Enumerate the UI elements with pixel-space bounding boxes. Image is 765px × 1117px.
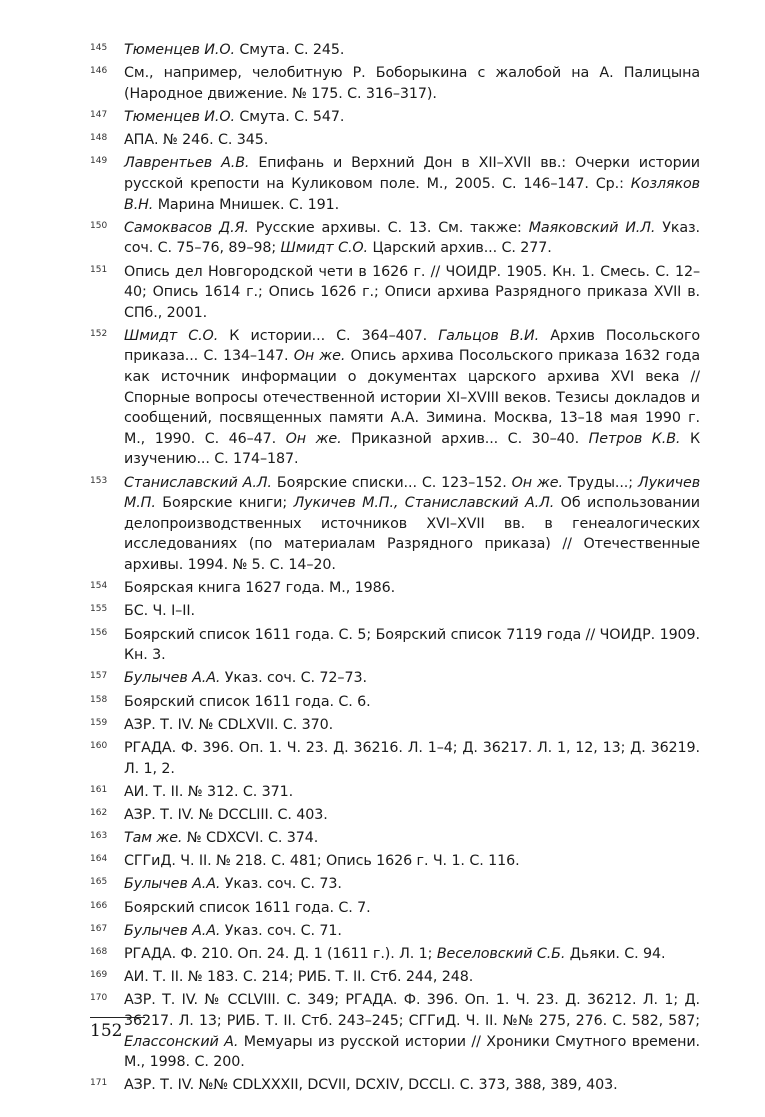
footnote <box>90 625 700 666</box>
footnote-author: Он же. <box>285 430 342 447</box>
footnote-segment: Боярский список 1611 года. С. 7. <box>124 899 371 916</box>
footnotes-list <box>90 40 700 1099</box>
footnote <box>90 153 700 215</box>
footnote-segment: Марина Мнишек. С. 191. <box>153 196 340 213</box>
footnote <box>90 805 700 826</box>
footnote-text <box>124 601 700 622</box>
footnote-number: 159 <box>90 717 108 728</box>
footnote-author: Он же. <box>511 474 563 491</box>
footnote-number: 162 <box>90 807 108 818</box>
footnote <box>90 218 700 259</box>
footnote <box>90 692 700 713</box>
footnote <box>90 63 700 104</box>
footnote-author: Лукичев М.П., Станиславский А.Л. <box>293 495 555 512</box>
footnote-text <box>124 990 700 1072</box>
footnote <box>90 668 700 689</box>
footnote-text <box>124 107 700 128</box>
footnote-author: Там же. <box>124 830 183 847</box>
footnote-segment: См., например, челобитную Р. Боборыкина с жалобой на А. Палицына (Народное движение. № 175. С. 316–317). <box>124 65 700 102</box>
footnote-author: Булычев А.А. <box>124 876 221 893</box>
footnote-segment: АЗР. Т. IV. № CDLXVII. С. 370. <box>124 716 334 733</box>
footnote-author: Веселовский С.Б. <box>436 946 566 962</box>
footnote-segment: Боярская книга 1627 года. М., 1986. <box>124 580 396 597</box>
footnote <box>90 107 700 128</box>
footnote-author: Маяковский И.Л. <box>528 219 656 236</box>
footnote-author: Лукичев М.П. <box>124 474 701 512</box>
footnote <box>90 851 700 872</box>
footnote-number: 168 <box>90 947 108 957</box>
footnote <box>90 40 700 61</box>
footnote-segment: АИ. Т. II. № 312. С. 371. <box>124 783 294 800</box>
footnote-segment: Боярские книги; <box>155 495 294 512</box>
footnote-number: 146 <box>90 66 108 77</box>
footnote-author: Елассонский А. <box>124 1033 239 1050</box>
footnote-author: Тюменцев И.О. <box>124 108 235 125</box>
footnote-segment: Русские архивы. С. 13. См. также: <box>248 219 529 236</box>
footnote <box>90 967 700 988</box>
footnote-author: Станиславский А.Л. <box>124 474 272 491</box>
footnote <box>90 1075 700 1096</box>
footnote-number: 150 <box>90 220 108 231</box>
footnote-author: Козляков В.Н. <box>124 175 700 213</box>
footnote-author: Булычев А.А. <box>124 922 221 939</box>
footnote <box>90 715 700 736</box>
footnote-number: 161 <box>90 784 108 795</box>
footnote-text <box>124 473 700 576</box>
footnote-segment: Боярский список 1611 года. С. 5; Боярский список 7119 года // ЧОИДР. 1909. Кн. 3. <box>124 626 700 664</box>
footnote <box>90 326 700 470</box>
footnote-segment: Указ. соч. С. 71. <box>220 922 342 939</box>
footnote-number: 149 <box>90 156 108 167</box>
footnote-number: 151 <box>90 264 108 275</box>
footnote <box>90 874 700 895</box>
footnote-number: 158 <box>90 694 108 705</box>
footnote-author: Шмидт С.О. <box>280 240 368 257</box>
footnote-text <box>124 851 700 872</box>
footnote-number: 169 <box>90 970 108 981</box>
footnote-text <box>124 668 700 689</box>
footnote-segment: АЗР. Т. IV. № DCCLIII. С. 403. <box>124 806 328 823</box>
footnote-number: 155 <box>90 604 108 615</box>
footnote-text <box>124 874 700 895</box>
footnote-text <box>124 805 700 826</box>
footnote-number: 166 <box>90 900 108 911</box>
footnote-text <box>124 782 700 803</box>
footnote-segment: АЗР. Т. IV. №№ CDLXXXII, DCVII, DCXIV, DCCLI. С. 373, 388, 389, 403. <box>124 1077 618 1094</box>
page-number-rule <box>90 1017 145 1018</box>
footnote <box>90 738 700 779</box>
footnote-author: Гальцов В.И. <box>438 327 540 344</box>
footnote-segment: РГАДА. Ф. 396. Оп. 1. Ч. 23. Д. 36216. Л. 1–4; Д. 36217. Л. 1, 12, 13; Д. 36219. Л. 1, 2. <box>124 739 700 777</box>
footnote-number: 154 <box>90 581 108 592</box>
footnote <box>90 578 700 599</box>
footnote-text <box>124 625 700 666</box>
footnote-number: 147 <box>90 109 108 120</box>
footnote-text <box>124 262 700 324</box>
footnote <box>90 782 700 803</box>
footnote-segment: Указ. соч. С. 73. <box>220 876 342 893</box>
footnote-text <box>124 218 700 259</box>
footnote-segment: Боярский список 1611 года. С. 6. <box>124 693 371 710</box>
footnote-segment: Приказной архив... С. 30–40. <box>341 430 589 447</box>
footnote-segment: Смута. С. 547. <box>234 108 345 125</box>
footnote-number: 163 <box>90 831 108 842</box>
footnote-author: Он же. <box>293 348 346 365</box>
footnote-author: Тюменцев И.О. <box>124 42 235 58</box>
footnote-number: 153 <box>90 475 108 486</box>
footnote-number: 160 <box>90 740 108 751</box>
footnote-segment: Дьяки. С. 94. <box>565 946 666 962</box>
footnote-number: 170 <box>90 993 108 1004</box>
footnote-text <box>124 944 700 965</box>
footnote <box>90 473 700 576</box>
footnote-number: 164 <box>90 854 108 865</box>
footnote-segment: № CDXCVI. С. 374. <box>182 830 319 847</box>
footnote-segment: Боярские списки... С. 123–152. <box>271 474 512 491</box>
footnote <box>90 944 700 965</box>
footnote-segment: Мемуары из русской истории // Хроники Смутного времени. М., 1998. С. 200. <box>124 1033 700 1071</box>
footnote-segment: Указ. соч. С. 72–73. <box>220 670 367 687</box>
footnote-segment: К изучению... С. 174–187. <box>124 430 701 468</box>
footnote-segment: К истории... С. 364–407. <box>218 327 439 344</box>
footnote-text <box>124 898 700 919</box>
footnote <box>90 990 700 1072</box>
footnote-number: 165 <box>90 877 108 888</box>
footnote-text <box>124 1075 700 1096</box>
footnote-author: Булычев А.А. <box>124 670 221 687</box>
footnote-text <box>124 578 700 599</box>
footnote-number: 167 <box>90 923 108 934</box>
footnote-text <box>124 40 700 61</box>
footnote-number: 156 <box>90 627 108 638</box>
footnote-segment: Труды...; <box>562 474 638 491</box>
footnote-segment: БС. Ч. I–II. <box>124 603 195 620</box>
footnote-author: Лаврентьев А.В. <box>124 155 250 172</box>
footnote <box>90 130 700 151</box>
footnote-number: 148 <box>90 133 108 144</box>
footnote-text <box>124 715 700 736</box>
footnote-text <box>124 130 700 151</box>
footnote-segment: Опись архива Посольского приказа 1632 года как источник информации о документах царского архива XVI века // Спорные вопросы отечественной истории XI–XVIII веков. Тезисы докладов и сообщений, посвященных памяти А.А. Зимина. Москва, 13–18 мая 1990 г. М., 1990. С. 46–47. <box>124 348 700 447</box>
footnote-text <box>124 921 700 942</box>
footnote <box>90 898 700 919</box>
footnote-segment: АПА. № 246. С. 345. <box>124 132 269 149</box>
footnote-segment: Смута. С. 245. <box>234 42 345 58</box>
footnote-number: 157 <box>90 671 108 682</box>
footnote <box>90 601 700 622</box>
footnote-segment: РГАДА. Ф. 210. Оп. 24. Д. 1 (1611 г.). Л. 1; <box>124 946 437 962</box>
footnote-author: Петров К.В. <box>588 430 681 447</box>
footnote <box>90 262 700 324</box>
footnote-text <box>124 63 700 104</box>
footnote-text <box>124 692 700 713</box>
footnote-segment: Опись дел Новгородской чети в 1626 г. // ЧОИДР. 1905. Кн. 1. Смесь. С. 12–40; Опись 1614 г.; Опись 1626 г.; Описи архива Разрядного приказа XVII в. СПб., 2001. <box>124 263 700 321</box>
footnote-text <box>124 967 700 988</box>
footnote-number: 152 <box>90 328 108 339</box>
footnote-segment: АЗР. Т. IV. № CCLVIII. С. 349; РГАДА. Ф. 396. Оп. 1. Ч. 23. Д. 36212. Л. 1; Д. 36217. Л. 13; РИБ. Т. II. Стб. 243–245; СГГиД. Ч. II. №№ 275, 276. С. 582, 587; <box>124 992 700 1029</box>
page-number: 152 <box>90 1021 123 1041</box>
footnote-segment: СГГиД. Ч. II. № 218. С. 481; Опись 1626 г. Ч. 1. С. 116. <box>124 853 520 870</box>
footnote-author: Шмидт С.О. <box>124 327 219 344</box>
footnote-segment: Царский архив... С. 277. <box>368 240 552 257</box>
footnote-text <box>124 828 700 849</box>
footnote-segment: Епифань и Верхний Дон в XII–XVII вв.: Очерки истории русской крепости на Куликовом поле. М., 2005. С. 146–147. Ср.: <box>124 155 700 192</box>
footnote <box>90 921 700 942</box>
footnote <box>90 828 700 849</box>
footnote-text <box>124 153 700 215</box>
footnote-segment: Указ. соч. С. 75–76, 89–98; <box>124 219 701 257</box>
footnote-text <box>124 738 700 779</box>
footnote-segment: АИ. Т. II. № 183. С. 214; РИБ. Т. II. Стб. 244, 248. <box>124 969 474 986</box>
footnote-author: Самоквасов Д.Я. <box>124 219 249 236</box>
footnote-number: 171 <box>90 1078 108 1089</box>
footnote-number: 145 <box>90 43 108 53</box>
footnote-text <box>124 326 700 470</box>
footnote-segment: Архив Посольского приказа... С. 134–147. <box>124 327 701 365</box>
footnote-segment: Об использовании делопроизводственных источников XVI–XVII вв. в генеалогических исследованиях (по материалам Разрядного приказа) // Отечественные архивы. 1994. № 5. С. 14–20. <box>124 495 700 573</box>
